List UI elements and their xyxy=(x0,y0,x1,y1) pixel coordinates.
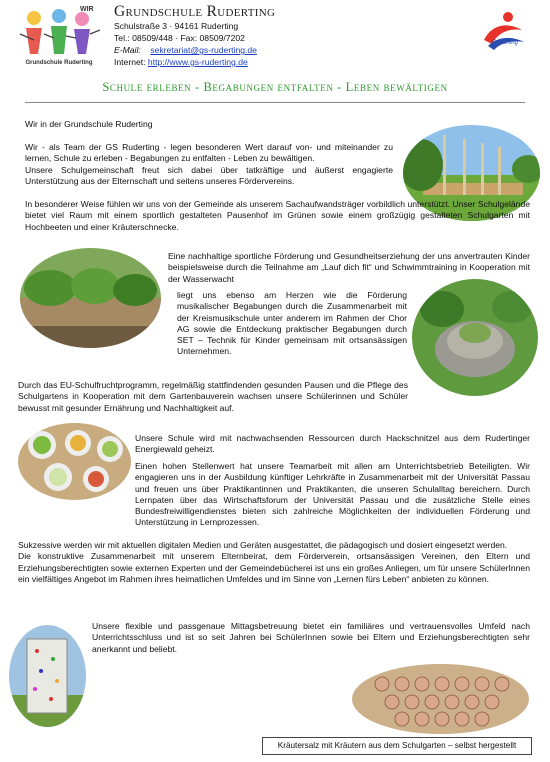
paragraph-digital: Sukzessive werden wir mit aktuellen digitalen Medien und Geräten ausgestattet, die pädagogisch und dosiert eingesetzt werden. xyxy=(18,540,508,550)
paragraph-community: Unsere Schulgemeinschaft freut sich dabei über tatkräftige und äußerst engagierte Unterstützung aus der Elternschaft und seitens unseres Fördervereins. xyxy=(25,164,393,186)
paragraph-music: liegt uns ebenso am Herzen wie die Förderung musikalischer Begabungen durch die Zusammenarbeit mit der Kreismusikschule unter anderem im Rahmen der Chor AG sowie die Entdeckung praktischer Begabungen durch SET – Technik für Kinder gemeinsam mit ortsansässigen Unternehmen. xyxy=(177,290,407,357)
paragraph-lunch-care: Unsere flexible und passgenaue Mittagsbetreuung bietet ein familiäres und vertrauensvolles Umfeld nach Unterrichtsschluss und ist so seit Jahren bei SchülerInnen sowie bei Eltern und Erziehungsberechtigten sehr anerkannt und beliebt. xyxy=(92,621,530,654)
internet-link[interactable]: http://www.gs-ruderting.de xyxy=(147,57,248,67)
paragraph-teamwork: Einen hohen Stellenwert hat unsere Teamarbeit mit allen am Unterrichtsbetrieb Beteiligten. Wir engagieren uns in der Ausbildung künftiger Lehrkräfte in Zusammenarbeit mit der Universität Passau und freuen uns über Praktikantinnen und Praktikanten, die unseren Schulalltag bereichern. Durch Lernpaten über das Wirtschaftsforum der Universität Passau und die zusätzliche Stelle eines Bundesfreiwilligendienstes bieten sich zahlreiche Möglichkeiten der individuellen Förderung und Unterstützung in Lernprozessen. xyxy=(135,461,530,528)
paragraph-partnership: Die konstruktive Zusammenarbeit mit unserem Elternbeirat, dem Förderverein, ortsansässigen Vereinen, den Eltern und Erziehungsberechtigten sowie externen Experten und der Gemeindebücherei ist uns ein großes Anliegen, um für unsere SchülerInnen ein vielfältiges Angebot im Rahmen ihres heimatlichen Umfeldes und im Sinne von „Lernen fürs Leben“ anbieten zu können. xyxy=(18,551,530,584)
text-block-1 xyxy=(25,142,393,187)
municipality-logo xyxy=(478,10,530,60)
email-link[interactable]: sekretariat@gs-ruderting.de xyxy=(150,45,257,55)
text-block-3 xyxy=(18,540,530,585)
school-name: Grundschule Ruderting xyxy=(114,3,276,20)
paragraph-heating: Unsere Schule wird mit nachwachsenden Ressourcen durch Hackschnitzel aus dem Rudertinger Energiewald geheizt. xyxy=(135,433,530,455)
photo-healthy-food xyxy=(18,423,131,500)
logo-mark: WIR xyxy=(80,6,94,13)
paragraph-municipality: In besonderer Weise fühlen wir uns von der Gemeinde als unserem Sachaufwandsträger vorbildlich unterstützt. Unser Schulgelände bietet viel Raum mit einem sportlich gestalteten Pausenhof im Grünen sowie einem großzügig gestalteten Schulgarten mit Hochbeeten und einer Kräuterschnecke. xyxy=(25,199,530,232)
internet-line xyxy=(114,57,248,67)
photo-herb-spiral xyxy=(412,279,538,396)
municipality-logo-text: Ruderting xyxy=(492,40,519,46)
photo-herb-salt-jars xyxy=(352,664,529,734)
paragraph-teamwork-a xyxy=(135,461,530,529)
email-label: E-Mail: xyxy=(114,45,141,55)
phone-fax-line: Tel.: 08509/448 · Fax: 08509/7202 xyxy=(114,33,245,43)
address-line: Schulstraße 3 · 94161 Ruderting xyxy=(114,21,239,31)
internet-label: Internet: xyxy=(114,57,146,67)
school-motto: Schule erleben - Begabungen entfalten - Leben bewältigen xyxy=(102,80,448,94)
school-logo xyxy=(14,4,104,70)
municipality-logo-icon xyxy=(478,10,530,60)
paragraph-sports: Eine nachhaltige sportliche Förderung und Gesundheitserziehung der uns anvertrauten Kinder beispielsweise durch die Teilnahme am „Lauf dich fit“ und Schwimmtraining in Kooperation mit der Wasserwacht xyxy=(168,251,530,284)
photo-raised-beds xyxy=(20,248,161,348)
paragraph-nutrition: Durch das EU-Schulfruchtprogramm, regelmäßig stattfindenden gesunden Pausen und die Pflege des Schulgartens in Kooperation mit dem Gartenbauverein wachsen unsere Schülerinnen und Schüler bewusst mit gesunder Ernährung und Nachhaltigkeit auf. xyxy=(18,380,408,413)
paragraph-team: Wir - als Team der GS Ruderting - legen besonderen Wert darauf von- und miteinander zu lernen, Schule zu erleben - Begabungen zu entfalten - Leben zu bewältigen. xyxy=(25,142,393,164)
photo-climbing-wall xyxy=(9,625,86,727)
email-line xyxy=(114,45,257,55)
photo-caption: Kräutersalz mit Kräutern aus dem Schulgarten – selbst hergestellt xyxy=(262,737,532,755)
logo-caption: Grundschule Ruderting xyxy=(25,60,93,66)
header-divider xyxy=(25,102,525,103)
intro-heading: Wir in der Grundschule Ruderting xyxy=(25,119,153,129)
